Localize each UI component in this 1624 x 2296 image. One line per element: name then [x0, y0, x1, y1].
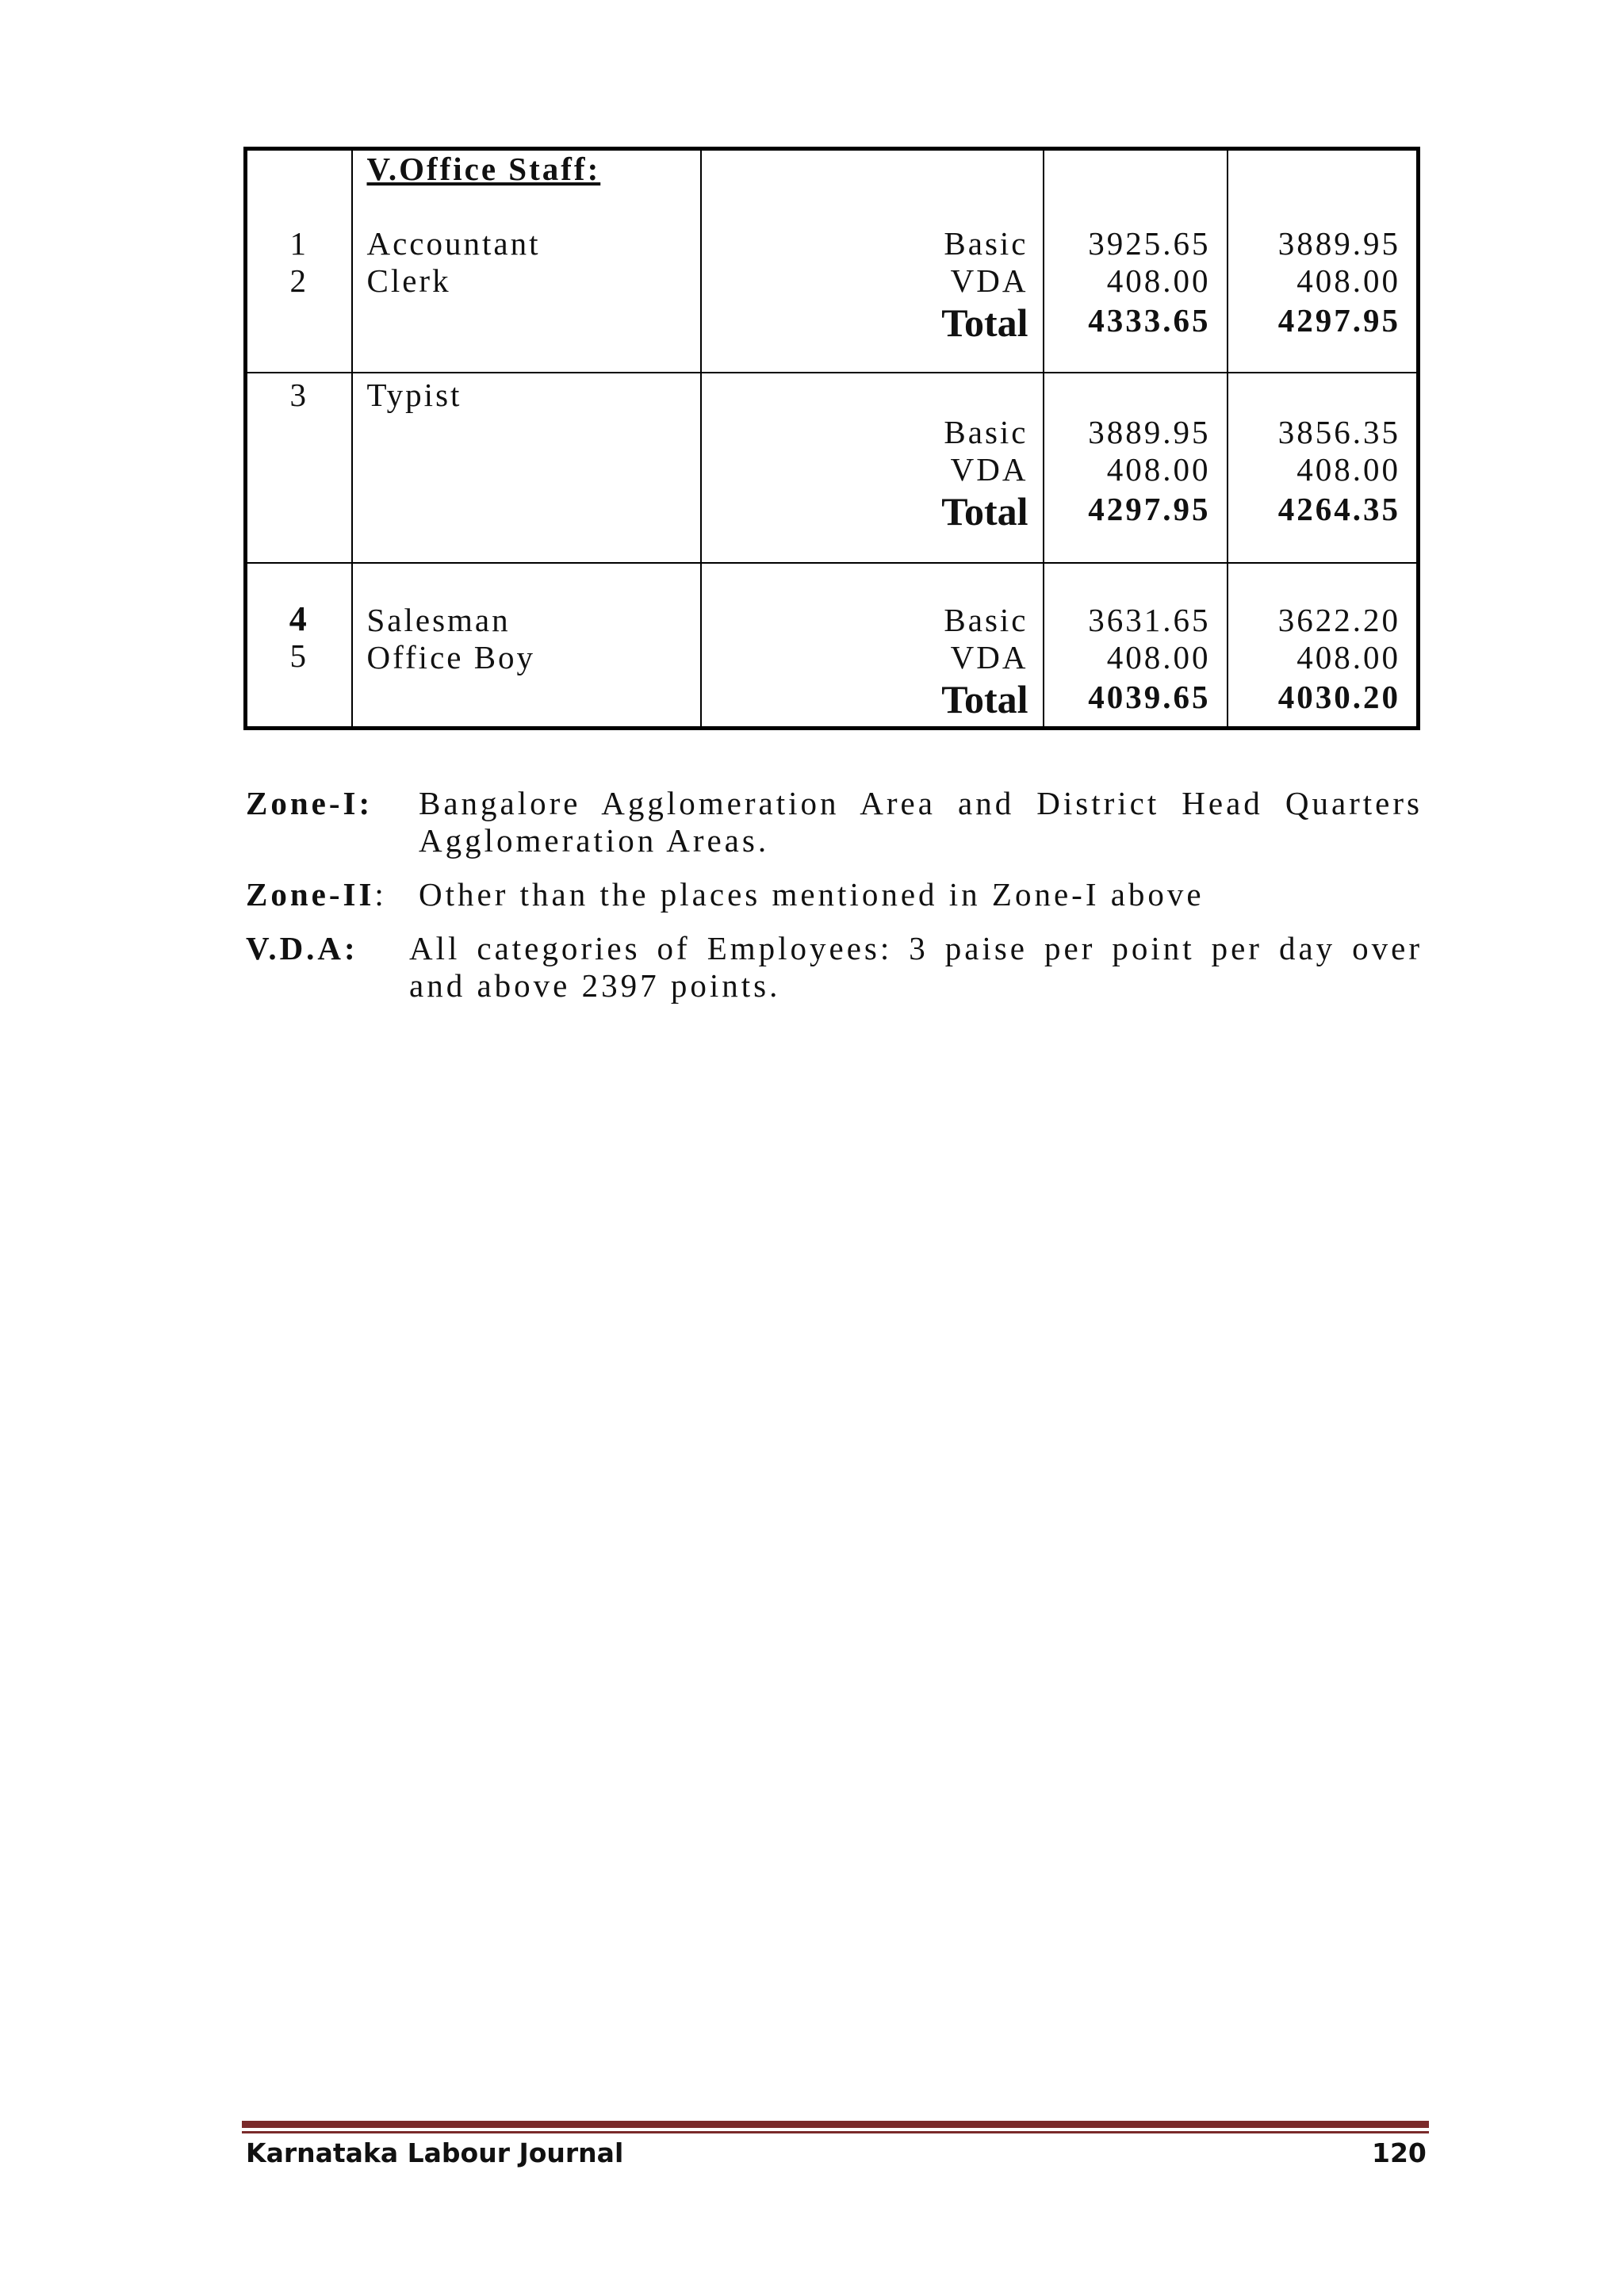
note-zone-1	[246, 785, 1423, 859]
component-label: Basic	[944, 602, 1028, 638]
zone1-total: 4297.95	[1088, 491, 1211, 527]
serial-number: 3	[289, 377, 308, 413]
zone1-vda: 408.00	[1106, 639, 1211, 675]
page-number: 120	[1372, 2137, 1427, 2168]
serial-number: 4	[289, 599, 309, 638]
zone2-cell	[1228, 373, 1419, 563]
footer-journal-title: Karnataka Labour Journal	[246, 2137, 624, 2168]
zone1-vda: 408.00	[1106, 451, 1211, 488]
post-name: Clerk	[366, 262, 451, 299]
zone2-basic: 3622.20	[1277, 602, 1400, 638]
zone2-cell	[1228, 563, 1419, 729]
zone2-vda: 408.00	[1297, 262, 1400, 299]
post-name: Salesman	[366, 602, 511, 638]
post-cell	[352, 373, 701, 563]
zone2-vda: 408.00	[1297, 451, 1400, 488]
zone-notes	[246, 785, 1423, 1021]
zone2-total: 4264.35	[1277, 491, 1400, 527]
note-label	[246, 876, 387, 913]
serial-cell	[246, 563, 352, 729]
zone2-cell	[1228, 149, 1419, 373]
note-vda	[246, 930, 1423, 1004]
serial-number: 1	[289, 225, 308, 262]
post-name: Accountant	[366, 225, 541, 262]
table-row	[246, 563, 1419, 729]
note-label-colon: :	[374, 876, 387, 913]
zone1-cell	[1044, 563, 1228, 729]
component-total-label: Total	[941, 489, 1028, 534]
zone1-basic: 3631.65	[1088, 602, 1211, 638]
table-row	[246, 149, 1419, 373]
component-total-label: Total	[941, 300, 1028, 345]
component-label: VDA	[950, 639, 1028, 675]
footer-rule-thin	[242, 2131, 1429, 2133]
zone1-basic: 3889.95	[1088, 414, 1211, 450]
note-label-text: Zone-II	[246, 876, 375, 913]
zone2-total: 4297.95	[1277, 302, 1400, 339]
post-cell	[352, 149, 701, 373]
zone1-basic: 3925.65	[1088, 225, 1211, 262]
zone1-vda: 408.00	[1106, 262, 1211, 299]
serial-number: 2	[289, 262, 308, 299]
post-cell	[352, 563, 701, 729]
serial-number: 5	[289, 637, 308, 674]
note-text: Bangalore Agglomeration Area and District Head Quarters Agglomeration Areas.	[419, 785, 1423, 859]
serial-cell	[246, 149, 352, 373]
note-text: Other than the places mentioned in Zone-I above	[419, 876, 1205, 913]
component-label: VDA	[950, 451, 1028, 488]
serial-cell	[246, 373, 352, 563]
post-name: Typist	[366, 377, 462, 413]
note-zone-2	[246, 876, 1423, 913]
note-label: Zone-I:	[246, 785, 373, 821]
wage-table	[243, 147, 1420, 730]
zone2-vda: 408.00	[1297, 639, 1400, 675]
zone1-cell	[1044, 373, 1228, 563]
footer-rule	[242, 2121, 1429, 2128]
zone1-total: 4039.65	[1088, 679, 1211, 715]
zone2-total: 4030.20	[1277, 679, 1400, 715]
zone2-basic: 3856.35	[1277, 414, 1400, 450]
table-row	[246, 373, 1419, 563]
zone1-total: 4333.65	[1088, 302, 1211, 339]
component-label: Basic	[944, 414, 1028, 450]
zone2-basic: 3889.95	[1277, 225, 1400, 262]
component-label: VDA	[950, 262, 1028, 299]
note-text: All categories of Employees: 3 paise per point per day over and above 2397 points.	[409, 930, 1423, 1004]
component-total-label: Total	[941, 677, 1028, 721]
zone1-cell	[1044, 149, 1228, 373]
section-heading: V.Office Staff:	[366, 151, 601, 187]
component-cell	[701, 563, 1044, 729]
component-cell	[701, 373, 1044, 563]
component-label: Basic	[944, 225, 1028, 262]
note-label: V.D.A:	[246, 930, 358, 966]
post-name: Office Boy	[366, 639, 536, 675]
component-cell	[701, 149, 1044, 373]
